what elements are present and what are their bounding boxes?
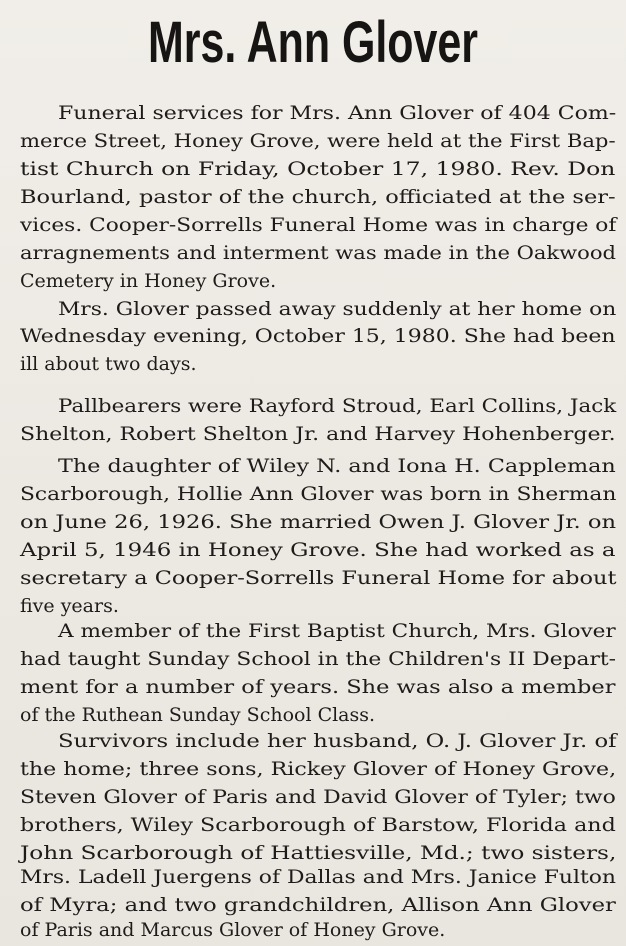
article-line: had taught Sunday School in the Children's II Depart- (20, 648, 617, 670)
article-line: merce Street, Honey Grove, were held at the First Bap- (20, 130, 616, 152)
article-line: Pallbearers were Rayford Stroud, Earl Collins, Jack (58, 395, 617, 417)
article-line: arragnements and interment was made in the Oakwood (20, 242, 617, 264)
article-line: Wednesday evening, October 15, 1980. She had been (20, 325, 616, 347)
article-line: April 5, 1946 in Honey Grove. She had worked as a (20, 539, 616, 561)
article-line: Bourland, pastor of the church, officiated at the ser- (20, 186, 616, 208)
article-line: of the Ruthean Sunday School Class. (20, 704, 376, 726)
article-line: ment for a number of years. She was also a member (20, 676, 616, 698)
article-line: on June 26, 1926. She married Owen J. Glover Jr. on (20, 511, 617, 533)
article-line: Funeral services for Mrs. Ann Glover of 404 Com- (58, 102, 617, 124)
article-line: The daughter of Wiley N. and Iona H. Cappleman (58, 455, 616, 477)
article-line: Shelton, Robert Shelton Jr. and Harvey Hohenberger. (20, 423, 616, 445)
article-line: Mrs. Glover passed away suddenly at her home on (58, 298, 617, 320)
article-line: Cemetery in Honey Grove. (20, 270, 277, 292)
article-line: the home; three sons, Rickey Glover of Honey Grove, (20, 758, 617, 780)
article-line: ill about two days. (20, 353, 197, 375)
article-line: Scarborough, Hollie Ann Glover was born in Sherman (20, 483, 617, 505)
headline: Mrs. Ann Glover (148, 10, 478, 75)
article-line: secretary a Cooper-Sorrells Funeral Home for about (20, 567, 617, 589)
article-line: vices. Cooper-Sorrells Funeral Home was in charge of (20, 214, 617, 236)
article-line: of Paris and Marcus Glover of Honey Grove. (20, 919, 446, 941)
article-line: brothers, Wiley Scarborough of Barstow, Florida and (20, 814, 616, 836)
article-line: John Scarborough of Hattiesville, Md.; two sisters, (20, 842, 617, 864)
article-line: A member of the First Baptist Church, Mrs. Glover (58, 620, 616, 642)
article-line: of Myra; and two grandchildren, Allison Ann Glover (20, 894, 616, 916)
article-line: Survivors include her husband, O. J. Glover Jr. of (58, 730, 617, 752)
article-line: Mrs. Ladell Juergens of Dallas and Mrs. Janice Fulton (20, 866, 617, 888)
article-line: five years. (20, 595, 119, 617)
article-line: tist Church on Friday, October 17, 1980. Rev. Don (20, 158, 616, 180)
article-line: Steven Glover of Paris and David Glover of Tyler; two (20, 786, 616, 808)
